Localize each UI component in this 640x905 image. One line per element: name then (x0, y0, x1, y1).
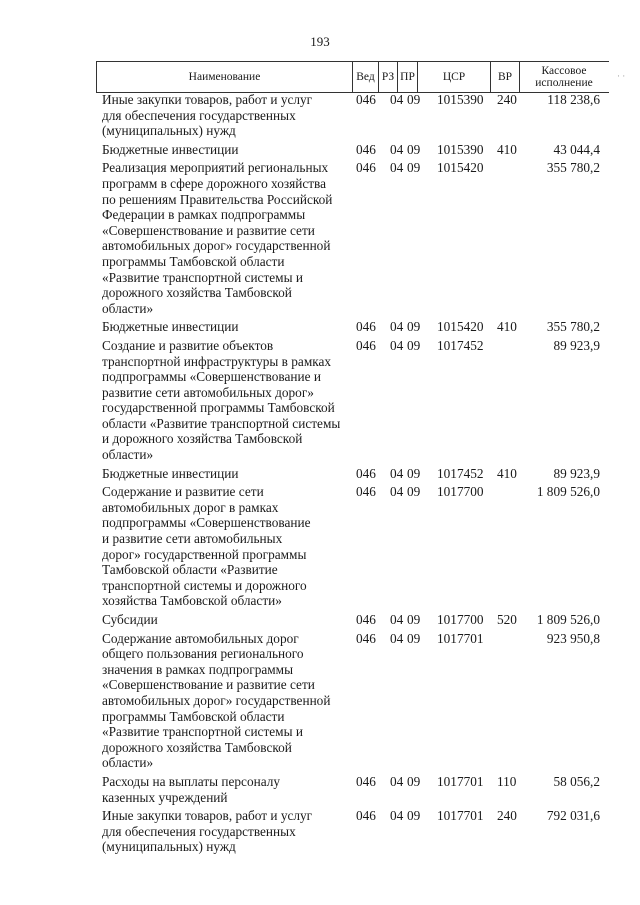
row-rz: 04 (390, 465, 404, 481)
header-vr: ВР (491, 62, 520, 92)
table-row (0, 612, 640, 628)
row-amount: 1 809 526,0 (536, 484, 600, 500)
header-amount: Кассовое исполнение (535, 65, 593, 89)
scan-mark: · · (617, 71, 626, 81)
header-ved: Вед (353, 62, 379, 92)
row-rz: 04 (390, 92, 404, 107)
row-pr: 09 (407, 773, 421, 789)
row-pr: 09 (407, 808, 421, 824)
row-ved: 046 (356, 465, 376, 481)
table-row (0, 466, 640, 482)
row-csr: 1017701 (437, 773, 484, 789)
row-pr: 09 (407, 465, 421, 481)
table-header (96, 61, 609, 93)
row-rz: 04 (390, 630, 404, 646)
row-amount: 923 950,8 (546, 630, 600, 646)
row-ved: 046 (356, 612, 376, 627)
row-pr: 09 (407, 337, 421, 353)
row-name: Иные закупки товаров, работ и услуг для обеспечения государственных (муниципальных) нужд (102, 92, 313, 139)
row-rz: 04 (390, 773, 404, 789)
row-rz: 04 (390, 337, 404, 353)
row-ved: 046 (356, 808, 376, 824)
row-name: Иные закупки товаров, работ и услуг для обеспечения государственных (муниципальных) нужд (102, 808, 313, 855)
row-pr: 09 (407, 141, 421, 157)
row-rz: 04 (390, 160, 404, 176)
row-pr: 09 (407, 319, 421, 335)
row-vr: 520 (497, 612, 517, 627)
row-csr: 1015420 (437, 160, 484, 176)
row-pr: 09 (407, 630, 421, 646)
row-amount: 118 238,6 (547, 92, 600, 107)
table-row (0, 631, 640, 771)
row-csr: 1017452 (437, 337, 484, 353)
row-pr: 09 (407, 92, 421, 107)
row-rz: 04 (390, 484, 404, 500)
table-row (0, 92, 640, 139)
row-rz: 04 (390, 808, 404, 824)
row-vr: 410 (497, 465, 517, 481)
row-ved: 046 (356, 630, 376, 646)
row-csr: 1015420 (437, 319, 484, 335)
row-name: Бюджетные инвестиции (102, 465, 239, 481)
row-name: Расходы на выплаты персоналу казенных учреждений (102, 773, 281, 805)
row-csr: 1017700 (437, 612, 484, 627)
row-amount: 355 780,2 (546, 319, 600, 335)
table-row (0, 808, 640, 855)
row-rz: 04 (390, 612, 404, 627)
row-ved: 046 (356, 773, 376, 789)
row-amount: 43 044,4 (553, 141, 600, 157)
row-csr: 1017701 (437, 808, 484, 824)
row-name: Содержание и развитие сети автомобильных дорог в рамках подпрограммы «Совершенствование и развитие сети автомобильных дорог» государственной программы Тамбовской области «Развитие транспортной системы и дорожного хозяйства Тамбовской области» (102, 484, 311, 609)
row-name: Бюджетные инвестиции (102, 319, 239, 335)
row-amount: 1 809 526,0 (536, 612, 600, 627)
table-row (0, 319, 640, 335)
row-amount: 355 780,2 (546, 160, 600, 176)
row-vr: 410 (497, 141, 517, 157)
row-name: Субсидии (102, 612, 158, 627)
row-pr: 09 (407, 612, 421, 627)
row-vr: 110 (497, 773, 517, 789)
row-ved: 046 (356, 141, 376, 157)
header-rz: РЗ (379, 62, 398, 92)
row-ved: 046 (356, 160, 376, 176)
row-amount: 89 923,9 (553, 465, 600, 481)
table-row (0, 338, 640, 463)
header-name: Наименование (97, 62, 353, 92)
row-csr: 1017701 (437, 630, 484, 646)
table-body (0, 92, 640, 858)
page-number: 193 (310, 34, 330, 49)
row-csr: 1017700 (437, 484, 484, 500)
row-csr: 1015390 (437, 141, 484, 157)
row-amount: 792 031,6 (546, 808, 600, 824)
table-row (0, 484, 640, 609)
table-row (0, 774, 640, 805)
row-pr: 09 (407, 484, 421, 500)
row-pr: 09 (407, 160, 421, 176)
row-vr: 410 (497, 319, 517, 335)
row-csr: 1017452 (437, 465, 484, 481)
row-amount: 89 923,9 (553, 337, 600, 353)
header-csr: ЦСР (418, 62, 491, 92)
row-rz: 04 (390, 141, 404, 157)
row-name: Реализация мероприятий региональных программ в сфере дорожного хозяйства по решениям Правительства Российской Федерации в рамках подпрограммы «Совершенствование и развитие сети автомобильных дорог» государственной программы Тамбовской области «Развитие транспортной системы и дорожного хозяйства Тамбовской области» (102, 160, 333, 316)
row-ved: 046 (356, 484, 376, 500)
table-row (0, 142, 640, 158)
row-rz: 04 (390, 319, 404, 335)
row-vr: 240 (497, 92, 517, 107)
row-ved: 046 (356, 337, 376, 353)
row-csr: 1015390 (437, 92, 484, 107)
row-name: Содержание автомобильных дорог общего пользования регионального значения в рамках подпрограммы «Совершенствование и развитие сети автомобильных дорог» государственной программы Тамбовской области «Развитие транспортной системы и дорожного хозяйства Тамбовской области» (102, 630, 331, 771)
row-vr: 240 (497, 808, 517, 824)
row-amount: 58 056,2 (553, 773, 600, 789)
row-ved: 046 (356, 319, 376, 335)
table-row (0, 160, 640, 316)
row-name: Создание и развитие объектов транспортной инфраструктуры в рамках подпрограммы «Совершенствование и развитие сети автомобильных дорог» государственной программы Тамбовской области «Развитие транспортной системы и дорожного хозяйства Тамбовской области» (102, 337, 341, 463)
row-name: Бюджетные инвестиции (102, 141, 239, 157)
row-ved: 046 (356, 92, 376, 107)
header-pr: ПР (398, 62, 418, 92)
